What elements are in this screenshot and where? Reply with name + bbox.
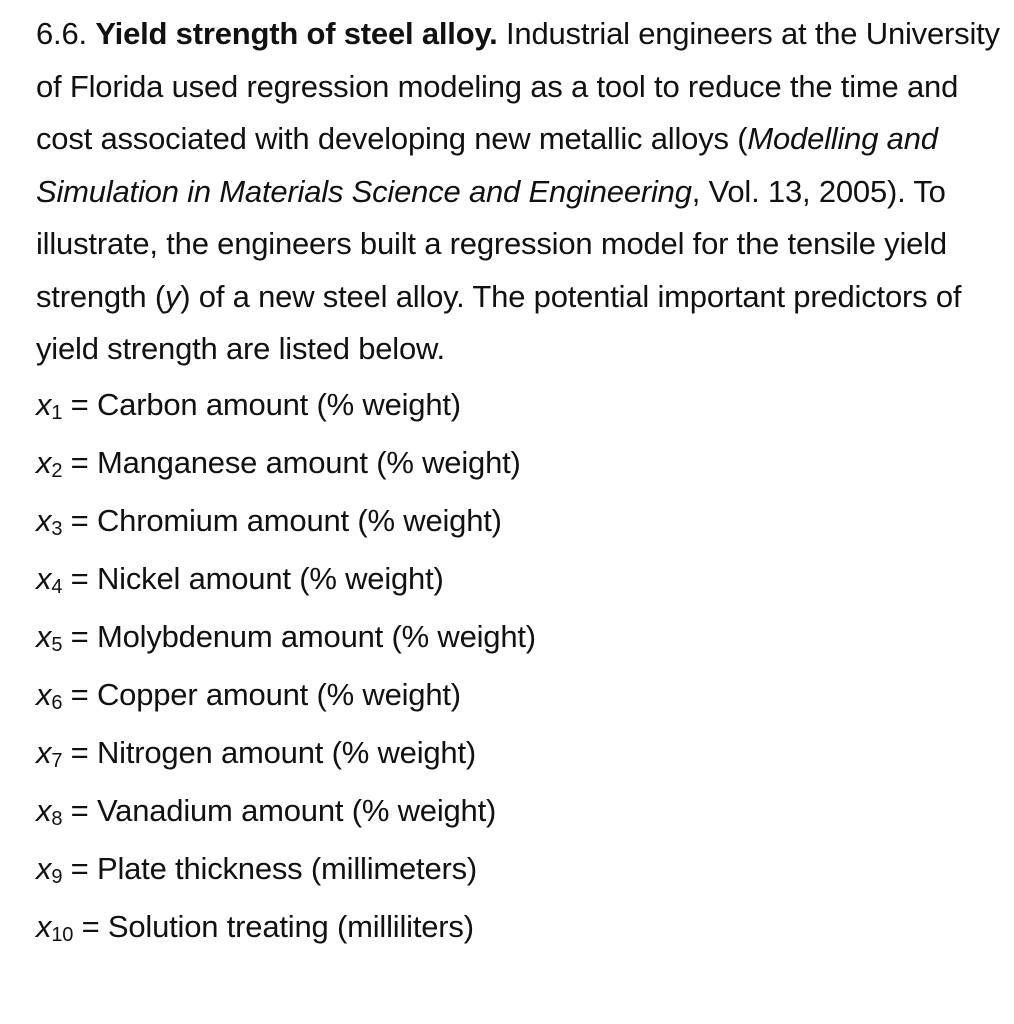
predictor-symbol: x <box>36 560 52 596</box>
predictor-description: = Vanadium amount (% weight) <box>62 792 497 828</box>
predictor-subscript: 6 <box>51 691 63 714</box>
predictor-symbol: x <box>36 850 52 886</box>
predictor-symbol: x <box>36 792 52 828</box>
predictor-subscript: 7 <box>51 749 63 772</box>
problem-number: 6.6. <box>36 16 87 51</box>
predictor-symbol: x <box>36 618 52 654</box>
predictor-description: = Molybdenum amount (% weight) <box>62 618 536 654</box>
predictor-item <box>36 724 1001 782</box>
predictor-symbol: x <box>36 386 52 422</box>
predictor-subscript: 10 <box>51 923 74 946</box>
predictor-subscript: 9 <box>51 865 63 888</box>
predictor-description: = Manganese amount (% weight) <box>62 444 521 480</box>
predictor-item <box>36 666 1001 724</box>
problem-text-2: , Vol. 13, 2005). To illustrate, the engineers built a regression model for the tensile yield strength ( <box>36 173 947 314</box>
predictor-item <box>36 492 1001 550</box>
predictor-subscript: 1 <box>51 401 63 424</box>
predictor-description: = Plate thickness (millimeters) <box>62 850 478 886</box>
problem-document <box>36 8 1001 956</box>
predictor-description: = Solution treating (milliliters) <box>73 908 474 944</box>
predictor-description: = Chromium amount (% weight) <box>62 502 502 538</box>
predictor-symbol: x <box>36 734 52 770</box>
predictor-subscript: 4 <box>51 575 63 598</box>
predictor-item <box>36 782 1001 840</box>
predictor-item <box>36 898 1001 956</box>
predictor-subscript: 8 <box>51 807 63 830</box>
predictor-symbol: x <box>36 908 52 944</box>
predictor-item <box>36 608 1001 666</box>
y-symbol: y <box>164 278 181 314</box>
predictor-symbol: x <box>36 676 52 712</box>
predictor-subscript: 3 <box>51 517 63 540</box>
problem-title: Yield strength of steel alloy. <box>95 16 498 51</box>
predictor-description: = Nickel amount (% weight) <box>62 560 444 596</box>
problem-text-1: Industrial engineers at the University of Florida used regression modeling as a tool to reduce the time and cost associated with developing new metallic alloys ( <box>36 16 1000 156</box>
predictor-subscript: 2 <box>51 459 63 482</box>
journal-name: Modelling and Simulation in Materials Science and Engineering <box>36 121 938 209</box>
predictor-description: = Carbon amount (% weight) <box>62 386 461 422</box>
predictor-subscript: 5 <box>51 633 63 656</box>
predictor-description: = Copper amount (% weight) <box>62 676 461 712</box>
predictor-list <box>36 376 1001 956</box>
predictor-item <box>36 840 1001 898</box>
predictor-description: = Nitrogen amount (% weight) <box>62 734 477 770</box>
problem-paragraph <box>36 8 1001 376</box>
predictor-symbol: x <box>36 444 52 480</box>
predictor-item <box>36 434 1001 492</box>
problem-text-3: ) of a new steel alloy. The potential important predictors of yield strength are listed below. <box>36 278 962 366</box>
predictor-item <box>36 376 1001 434</box>
predictor-symbol: x <box>36 502 52 538</box>
predictor-item <box>36 550 1001 608</box>
